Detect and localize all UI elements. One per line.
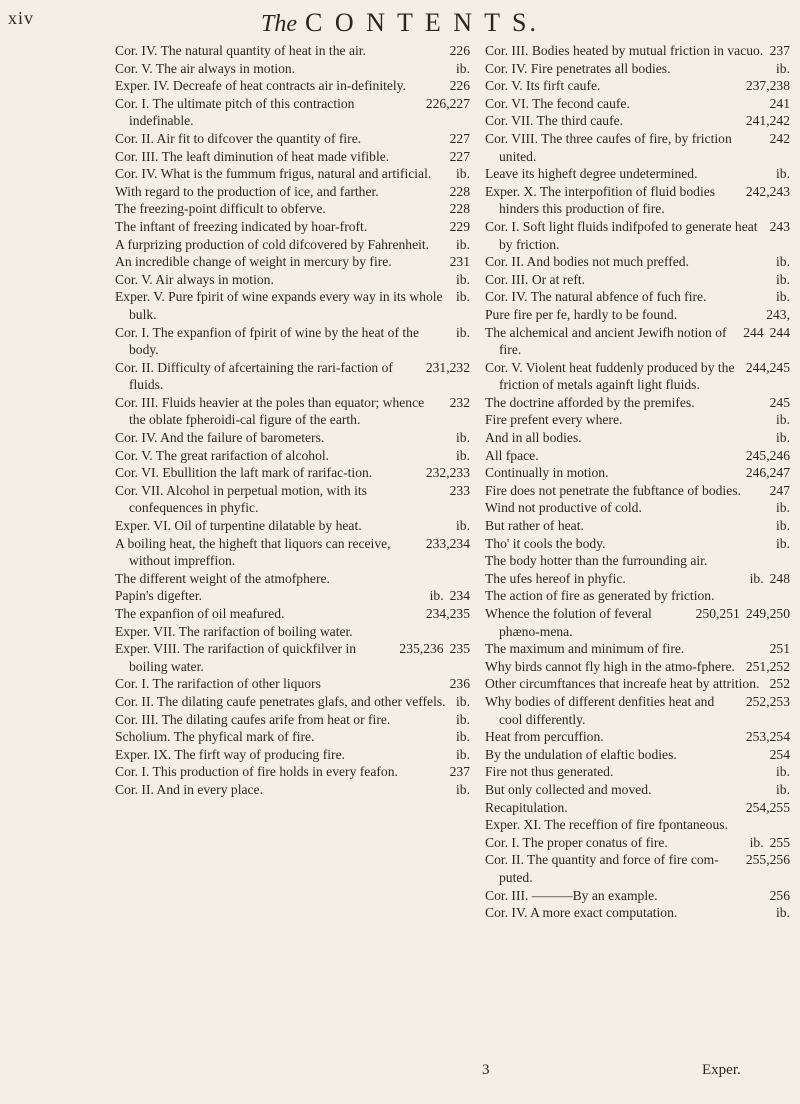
entry-text: Exper. XI. The receffion of fire fpontaneous. [485,817,728,833]
entry-page-ref: 250,251 [695,606,740,621]
entry-text: Cor. IV. What is the fummum frigus, natural and artificial. [115,166,432,182]
entry-text: Exper. VI. Oil of turpentine dilatable by heat. [115,518,362,534]
header-title: C O N T E N T S. [305,8,539,37]
entry-text: Other circumftances that increafe heat by attrition. [485,676,760,692]
entry-text: Exper. IX. The firft way of producing fire. [115,746,346,762]
entry-text: A boiling heat, the higheft that liquors can receive, without impreffion. [115,535,391,569]
contents-entry [485,781,790,799]
entry-text: Fire does not penetrate the fubftance of bodies. [485,482,741,498]
entry-page-ref: 227 [449,130,470,146]
contents-entry [485,447,790,465]
entry-page-ref: 237 [449,764,470,780]
entry-text: By the undulation of elaftic bodies. [485,746,677,762]
entry-text: Cor. II. Air fit to difcover the quantity of fire. [115,130,362,146]
entry-text: Cor. I. Soft light fluids indifpofed to generate heat by friction. [485,218,758,252]
contents-entry [485,799,790,817]
contents-entry [115,587,470,605]
entry-text: Cor. II. And bodies not much preffed. [485,254,689,270]
entry-page-ref: 234,235 [425,606,470,621]
entry-page-ref: 244 [769,324,790,340]
entry-text: Cor. I. This production of fire holds in every feafon. [115,764,398,780]
entry-text: Fire not thus generated. [485,764,614,780]
contents-entry [485,288,790,306]
entry-page-ref: 228 [449,201,470,217]
contents-entry [115,148,470,166]
entry-page-ref: 229 [449,218,470,234]
contents-entry [485,675,790,693]
entry-text: Cor. VIII. The three caufes of fire, by friction united. [485,130,732,164]
entry-text: Cor. III. ———By an example. [485,887,658,903]
contents-entry [115,394,470,429]
entry-page-ref: ib. [429,588,444,604]
entry-page-ref: 247 [769,482,790,498]
entry-page-ref: ib. [776,60,790,76]
entry-page-ref: 227 [449,148,470,164]
entry-text: Cor. I. The rarifaction of other liquors [115,676,321,692]
entry-text: Exper. IV. Decreafe of heat contracts air in-definitely. [115,78,406,94]
contents-entry [485,728,790,746]
entry-text: Cor. IV. A more exact computation. [485,905,678,921]
contents-entry [115,605,470,623]
entry-page-ref: 231,232 [425,359,470,375]
entry-text: Cor. VI. Ebullition the laft mark of rarifac-tion. [115,465,373,481]
entry-text: The expanfion of oil meafured. [115,606,285,621]
entry-text: Cor. III. The dilating caufes arife from heat or fire. [115,711,391,727]
header-the: The [261,11,298,37]
entry-page-ref: 245 [769,394,790,410]
contents-entry [485,95,790,113]
contents-entry [115,711,470,729]
entry-text: Continually in motion. [485,465,609,481]
contents-entry [485,183,790,218]
right-column [485,42,790,922]
contents-entry [115,570,470,588]
entry-text: Whence the folution of feveral phæno-mena. [485,606,652,639]
entry-text: The freezing-point difficult to obferve. [115,201,326,217]
entry-page-ref: 226,227 [425,95,470,111]
entry-text: Cor. V. Violent heat fuddenly produced by the friction of metals againft light fluids. [485,359,735,393]
contents-entry [115,130,470,148]
entry-text: But rather of heat. [485,518,584,534]
entry-page-ref: ib. [456,430,470,446]
entry-text: Cor. V. The air always in motion. [115,60,296,76]
entry-text: Exper. VII. The rarifaction of boiling water. [115,623,353,639]
entry-text: The doctrine afforded by the premifes. [485,394,695,410]
entry-text: All fpace. [485,447,539,463]
contents-entry [485,482,790,500]
contents-entry [115,447,470,465]
entry-text: Cor. III. Bodies heated by mutual friction in vacuo. [485,43,764,58]
contents-entry [485,552,790,570]
contents-entry [485,60,790,78]
entry-page-ref: ib. [456,711,470,727]
entry-page-ref: 255 [769,834,790,850]
entry-page-ref: ib. [456,729,470,745]
entry-page-ref: 246,247 [745,465,790,481]
entry-page-ref: 232 [449,394,470,410]
contents-entry [485,112,790,130]
entry-text: Cor. VII. The third caufe. [485,113,624,129]
entry-page-ref: ib. [749,834,764,850]
contents-entry [115,728,470,746]
contents-entry [115,253,470,271]
contents-entry [115,218,470,236]
entry-page-ref: 241 [769,95,790,111]
entry-text: Cor. I. The proper conatus of fire. [485,834,668,850]
contents-entry [485,394,790,412]
signature-mark: 3 [482,1062,490,1078]
entry-page-ref: ib. [776,271,790,287]
entry-page-ref: ib. [776,412,790,428]
entry-page-ref: 252,253 [745,693,790,709]
entry-page-ref: 241,242 [745,113,790,129]
entry-page-ref: 244 [743,324,764,340]
contents-entry [115,42,470,60]
contents-entry [485,324,790,359]
entry-page-ref: 251,252 [745,658,790,674]
entry-text: Cor. III. Fluids heavier at the poles than equator; whence the oblate fpheroidi-cal figure of the earth. [115,394,425,428]
entry-text: Cor. V. The great rarifaction of alcohol. [115,447,330,463]
entry-text: Scholium. The phyfical mark of fire. [115,729,315,745]
contents-entry [485,464,790,482]
entry-page-ref: 253,254 [745,729,790,745]
entry-page-ref: 237,238 [745,78,790,94]
entry-page-ref: ib. [456,236,470,252]
contents-entry [115,535,470,570]
entry-text: Cor. V. Its firft caufe. [485,78,601,94]
contents-entry [485,517,790,535]
entry-text: But only collected and moved. [485,781,652,797]
entry-text: Cor. V. Air always in motion. [115,271,274,287]
entry-page-ref: ib. [456,746,470,762]
entry-page-ref: ib. [456,289,470,305]
contents-entry [115,623,470,641]
entry-text: Papin's digefter. [115,588,203,604]
contents-entry [115,763,470,781]
contents-entry [115,464,470,482]
entry-text: Cor. II. Difficulty of afcertaining the rari-faction of fluids. [115,359,393,393]
contents-entry [115,288,470,323]
entry-page-ref: ib. [776,254,790,270]
contents-entry [485,834,790,852]
contents-entry [485,587,790,605]
entry-text: The action of fire as generated by friction. [485,588,715,604]
entry-text: With regard to the production of ice, and farther. [115,183,379,199]
page-header [0,8,800,38]
entry-page-ref: ib. [456,693,470,709]
entry-page-ref: ib. [776,905,790,921]
entry-text: Cor. IV. The natural quantity of heat in the air. [115,43,366,58]
entry-text: Why birds cannot fly high in the atmo-fphere. [485,658,735,674]
left-column [115,42,470,799]
entry-page-ref: ib. [456,518,470,534]
contents-entry [485,218,790,253]
entry-page-ref: 242,243 [745,183,790,199]
entry-page-ref: ib. [456,166,470,182]
entry-page-ref: 249,250 [745,606,790,621]
contents-entry [485,253,790,271]
contents-entry [485,904,790,922]
entry-text: Cor. IV. And the failure of barometers. [115,430,325,446]
entry-page-ref: 231 [449,254,470,270]
entry-page-ref: ib. [776,289,790,305]
entry-text: An incredible change of weight in mercury by fire. [115,254,392,270]
contents-entry [115,77,470,95]
contents-entry [115,183,470,201]
entry-text: Cor. IV. Fire penetrates all bodies. [485,60,671,76]
contents-entry [115,271,470,289]
entry-text: A furprizing production of cold difcovered by Fahrenheit. [115,236,430,252]
entry-page-ref: ib. [776,535,790,551]
contents-entry [115,236,470,254]
contents-entry [485,411,790,429]
entry-page-ref: ib. [456,324,470,340]
contents-entry [485,429,790,447]
entry-page-ref: ib. [776,781,790,797]
contents-entry [485,816,790,834]
entry-text: Cor. II. The dilating caufe penetrates glafs, and other veffels. [115,693,446,709]
entry-text: Recapitulation. [485,799,568,815]
contents-entry [485,130,790,165]
contents-entry [115,60,470,78]
entry-text: The maximum and minimum of fire. [485,641,685,657]
entry-page-ref: ib. [776,518,790,534]
entry-text: Tho' it cools the body. [485,535,606,551]
contents-entry [485,746,790,764]
contents-entry [485,271,790,289]
entry-page-ref: 254,255 [745,799,790,815]
entry-text: The inftant of freezing indicated by hoar-froft. [115,218,368,234]
contents-entry [485,640,790,658]
contents-entry [485,605,790,640]
contents-entry [485,763,790,781]
contents-entry [115,640,470,675]
entry-page-ref: 235 [449,641,470,657]
entry-page-ref: 233,234 [425,535,470,551]
entry-page-ref: ib. [456,447,470,463]
contents-entry [115,165,470,183]
entry-page-ref: ib. [776,430,790,446]
entry-page-ref: ib. [776,166,790,182]
contents-entry [485,693,790,728]
entry-text: Cor. I. The ultimate pitch of this contraction indefinable. [115,95,355,129]
entry-page-ref: 256 [769,887,790,903]
entry-page-ref: 251 [769,641,790,657]
contents-entry [115,517,470,535]
entry-page-ref: 235,236 [399,641,444,657]
entry-page-ref: 236 [449,676,470,692]
entry-text: Cor. II. And in every place. [115,781,263,797]
contents-entry [485,77,790,95]
contents-entry [485,499,790,517]
entry-text: Why bodies of different denfities heat and cool differently. [485,693,715,727]
entry-text: Cor. IV. The natural abfence of fuch fire. [485,289,707,305]
contents-entry [115,781,470,799]
entry-page-ref: ib. [776,500,790,516]
entry-text: Cor. I. The expanfion of fpirit of wine by the heat of the body. [115,324,420,358]
entry-text: Cor. II. The quantity and force of fire com-puted. [485,852,719,885]
contents-entry [115,693,470,711]
entry-text: Wind not productive of cold. [485,500,642,516]
entry-text: Leave its higheft degree undetermined. [485,166,698,182]
entry-page-ref: 255,256 [745,852,790,868]
contents-entry [485,165,790,183]
entry-page-ref: 226 [449,78,470,94]
contents-entry [115,324,470,359]
entry-text: Fire prefent every where. [485,412,623,428]
contents-entry [485,359,790,394]
contents-entry [485,851,790,886]
contents-entry [485,570,790,588]
entry-text: Exper. V. Pure fpirit of wine expands every way in its whole bulk. [115,289,443,322]
page-number: xiv [8,8,35,28]
entry-page-ref: 248 [769,570,790,586]
entry-text: Cor. VI. The fecond caufe. [485,95,630,111]
entry-page-ref: 242 [769,130,790,146]
entry-page-ref: 245,246 [745,447,790,463]
entry-page-ref: 226 [449,43,470,58]
contents-entry [115,429,470,447]
contents-entry [485,887,790,905]
entry-page-ref: ib. [456,271,470,287]
entry-page-ref: 254 [769,746,790,762]
entry-page-ref: ib. [776,764,790,780]
entry-text: Exper. X. The interpofition of fluid bodies hinders this production of fire. [485,183,716,217]
entry-page-ref: 252 [769,676,790,692]
entry-page-ref: 234 [449,588,470,604]
contents-entry [115,746,470,764]
entry-text: Cor. III. Or at reft. [485,271,586,287]
contents-entry [115,95,470,130]
contents-entry [485,535,790,553]
entry-page-ref: 244,245 [745,359,790,375]
catchword: Exper. [702,1062,741,1078]
entry-text: The body hotter than the furrounding air. [485,553,708,569]
entry-text: Exper. VIII. The rarifaction of quickfilver in boiling water. [115,641,357,674]
entry-page-ref: 237 [769,43,790,58]
entry-text: The different weight of the atmofphere. [115,570,330,586]
contents-entry [115,359,470,394]
entry-text: The ufes hereof in phyfic. [485,570,626,586]
contents-entry [115,200,470,218]
contents-entry [485,658,790,676]
contents-entry [115,675,470,693]
entry-page-ref: ib. [749,570,764,586]
entry-page-ref: ib. [456,781,470,797]
entry-page-ref: 228 [449,183,470,199]
contents-entry [115,482,470,517]
entry-text: The alchemical and ancient Jewifh notion of fire. [485,324,727,358]
entry-text: Pure fire per fe, hardly to be found. [485,306,678,322]
contents-entry [485,42,790,60]
entry-page-ref: 232,233 [425,465,470,481]
entry-text: Cor. III. The leaft diminution of heat made vifible. [115,148,390,164]
entry-page-ref: 243 [769,218,790,234]
entry-text: Heat from percuffion. [485,729,604,745]
entry-page-ref: ib. [456,60,470,76]
entry-page-ref: 233 [449,482,470,498]
contents-entry [485,306,790,324]
entry-text: Cor. VII. Alcohol in perpetual motion, with its confequences in phyfic. [115,482,367,516]
entry-text: And in all bodies. [485,430,582,446]
entry-page-ref: 243, [766,306,790,322]
